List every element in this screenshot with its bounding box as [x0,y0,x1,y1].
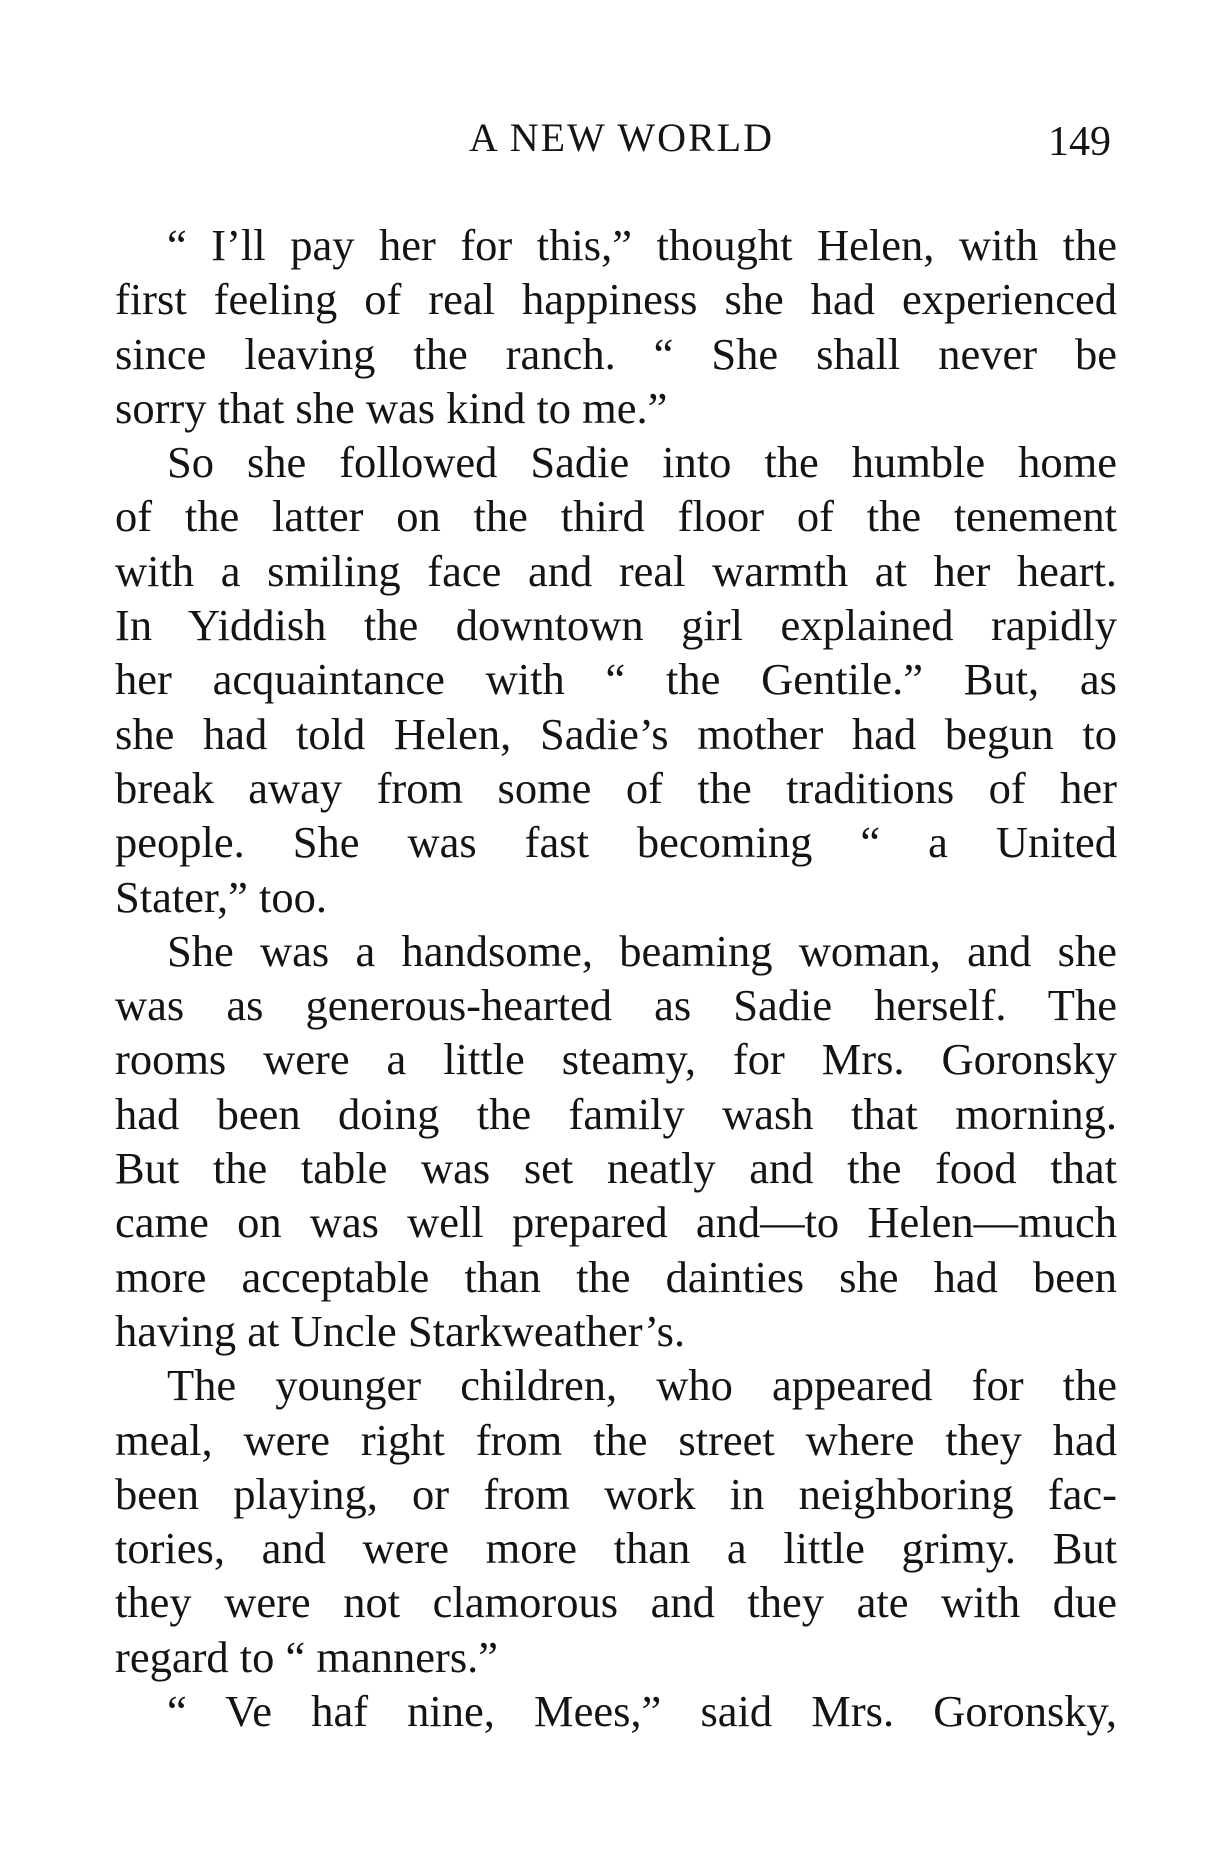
text-line: having at Uncle Starkweather’s. [115,1305,686,1356]
text-line: they were not clamorous and they ate with due [115,1577,1117,1628]
text-line: first feeling of real happiness she had experienced [115,274,1117,325]
text-line: The younger children, who appeared for the [167,1360,1117,1411]
text-line: break away from some of the traditions of her [115,762,1117,813]
text-line: She was a handsome, beaming woman, and she [167,925,1117,976]
text-line: people. She was fast becoming “ a United [115,817,1117,868]
text-line: came on was well prepared and—to Helen—much [115,1197,1117,1248]
text-line: more acceptable than the dainties she had been [115,1251,1117,1302]
text-line: “ I’ll pay her for this,” thought Helen, with the [167,220,1117,270]
text-line: But the table was set neatly and the food that [115,1143,1117,1194]
text-line: regard to “ manners.” [115,1631,499,1682]
text-line: So she followed Sadie into the humble home [167,437,1117,488]
text-line: rooms were a little steamy, for Mrs. Goronsky [115,1034,1117,1085]
text-line: been playing, or from work in neighboring fac- [115,1468,1117,1519]
text-line: she had told Helen, Sadie’s mother had begun to [115,708,1117,759]
text-line: with a smiling face and real warmth at her heart. [115,545,1117,596]
page-number: 149 [1048,119,1111,165]
body-text [115,218,1117,1738]
text-line: meal, were right from the street where they had [115,1414,1117,1465]
text-line: since leaving the ranch. “ She shall never be [115,328,1117,379]
text-line: “ Ve haf nine, Mees,” said Mrs. Goronsky, [167,1686,1117,1737]
text-line: of the latter on the third floor of the tenement [115,491,1117,542]
text-line: sorry that she was kind to me.” [115,382,668,433]
text-line: Stater,” too. [115,871,328,922]
text-line: her acquaintance with “ the Gentile.” But, as [115,654,1117,705]
running-head [0,108,1223,168]
text-line: tories, and were more than a little grimy. But [115,1523,1117,1574]
text-line: was as generous-hearted as Sadie herself. The [115,980,1117,1031]
running-title: A NEW WORLD [469,115,774,160]
text-line: In Yiddish the downtown girl explained rapidly [115,600,1117,651]
text-line: had been doing the family wash that morning. [115,1088,1117,1139]
